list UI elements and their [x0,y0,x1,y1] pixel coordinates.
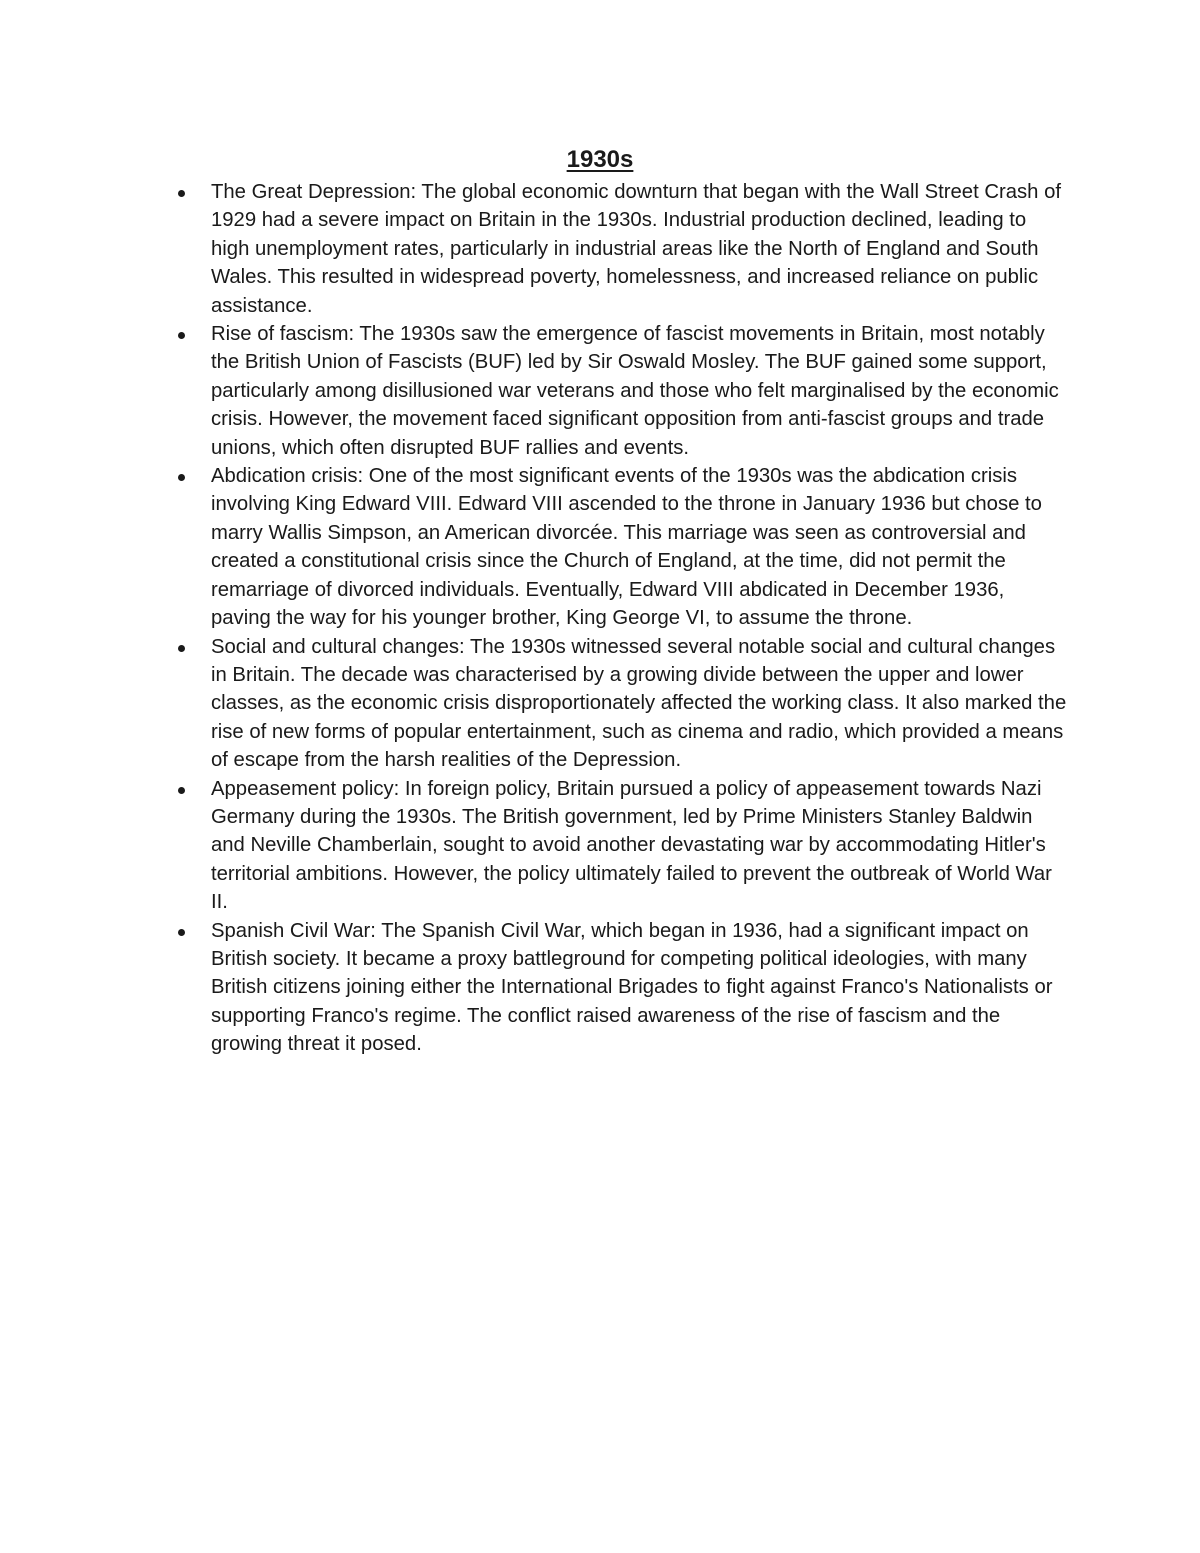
bullet-dot-icon [178,929,185,936]
document-title: 1930s [566,146,634,173]
bullet-item [0,178,1069,320]
bullet-text: The Great Depression: The global economic downturn that began with the Wall Street Crash of 1929 had a severe impact on Britain in the 1930s. Industrial production declined, leading to high unemployment rates, particularly in industrial areas like the North of England and South Wales. This resulted in widespread poverty, homelessness, and increased reliance on public assistance. [211,181,1062,317]
bullet-dot-icon [178,332,185,339]
bullet-dot-icon [178,787,185,794]
bullet-text: Appeasement policy: In foreign policy, Britain pursued a policy of appeasement towards Nazi Germany during the 1930s. The British government, led by Prime Ministers Stanley Baldwin and Neville Chamberlain, sought to avoid another devastating war by accommodating Hitler's territorial ambitions. However, the policy ultimately failed to prevent the outbreak of World War II. [211,777,1052,914]
bullet-text: Abdication crisis: One of the most significant events of the 1930s was the abdication crisis involving King Edward VIII. Edward VIII ascended to the throne in January 1936 but chose to marry Wallis Simpson, an American divorcée. This marriage was seen as controversial and created a constitutional crisis since the Church of England, at the time, did not permit the remarriage of divorced individuals. Eventually, Edward VIII abdicated in December 1936, paving the way for his younger brother, King George VI, to assume the throne. [211,465,1042,630]
bullet-dot-icon [178,645,185,652]
bullet-list [0,178,1200,1059]
bullet-item [0,462,1069,632]
bullet-text: Spanish Civil War: The Spanish Civil War, which began in 1936, had a significant impact on British society. It became a proxy battleground for competing political ideologies, with many British citizens joining either the International Brigades to fight against Franco's Nationalists or supporting Franco's regime. The conflict raised awareness of the rise of fascism and the growing threat it posed. [211,919,1053,1056]
bullet-item [0,917,1069,1059]
bullet-text: Rise of fascism: The 1930s saw the emergence of fascist movements in Britain, most notably the British Union of Fascists (BUF) led by Sir Oswald Mosley. The BUF gained some support, particularly among disillusioned war veterans and those who felt marginalised by the economic crisis. However, the movement faced significant opposition from anti-fascist groups and trade unions, which often disrupted BUF rallies and events. [211,323,1059,459]
bullet-item [0,320,1069,462]
bullet-item [0,775,1069,917]
bullet-item [0,633,1069,775]
bullet-dot-icon [178,474,185,481]
bullet-dot-icon [178,190,185,197]
bullet-text: Social and cultural changes: The 1930s witnessed several notable social and cultural changes in Britain. The decade was characterised by a growing divide between the upper and lower classes, as the economic crisis disproportionately affected the working class. It also marked the rise of new forms of popular entertainment, such as cinema and radio, which provided a means of escape from the harsh realities of the Depression. [211,635,1067,772]
